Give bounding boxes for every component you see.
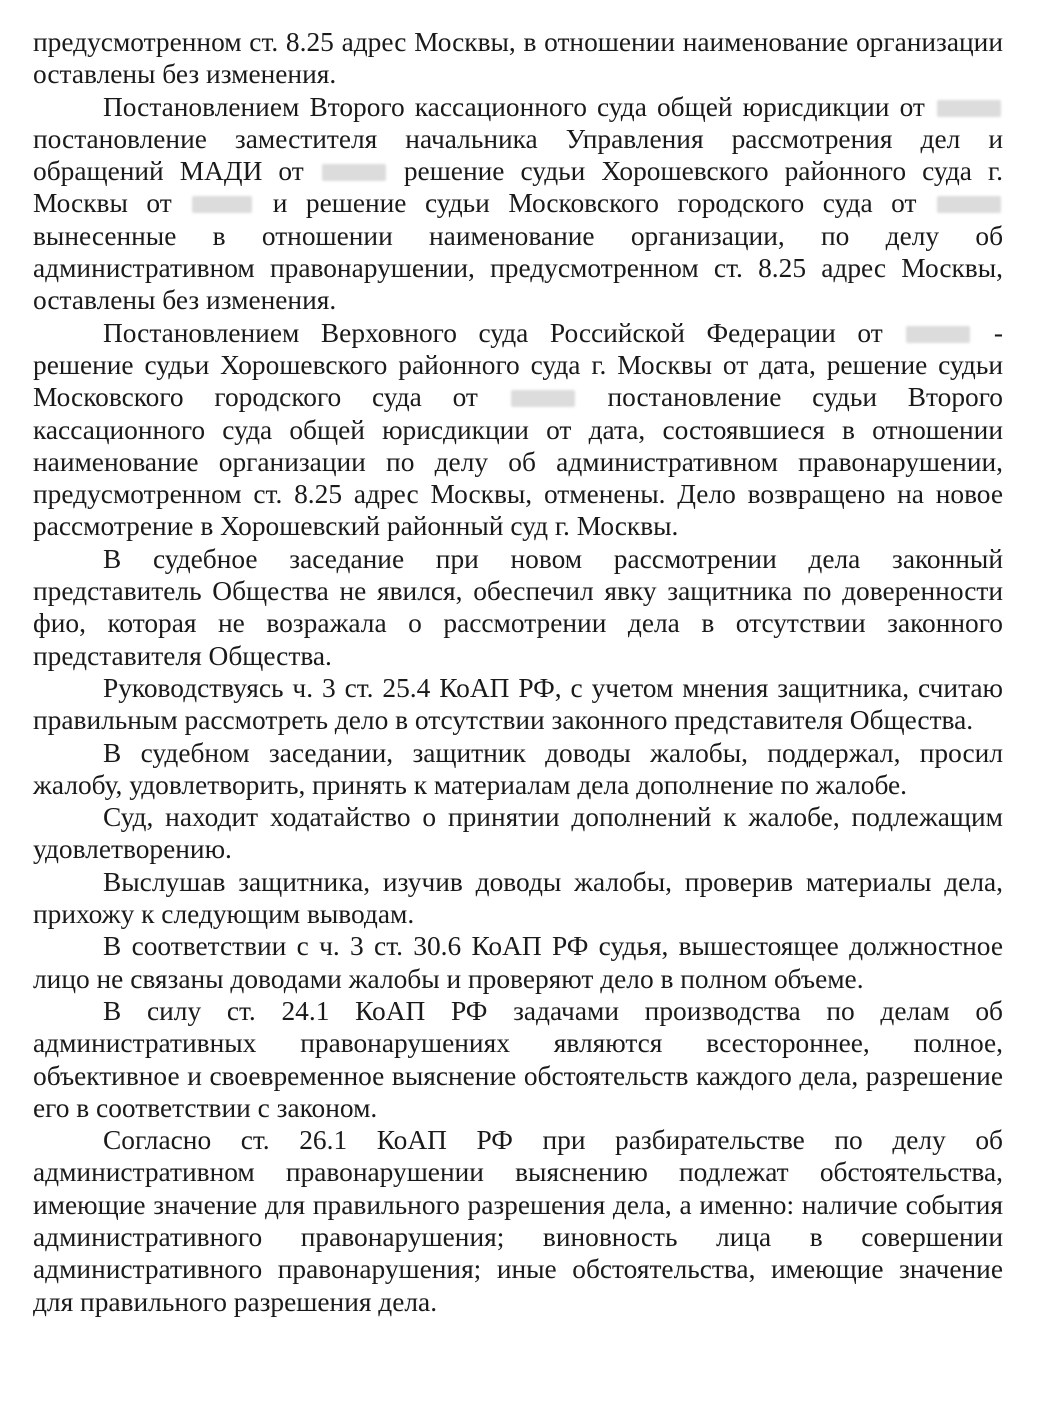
redacted-date-block [906, 326, 970, 343]
paragraph-2-text-3: решение судьи Хорошевского районного суда г. Москвы от [33, 156, 1004, 219]
paragraph-7: Суд, находит ходатайство о принятии дополнений к жалобе, подлежащим удовлетворению. [33, 802, 1003, 865]
paragraph-5: Руководствуясь ч. 3 ст. 25.4 КоАП РФ, с учетом мнения защитника, считаю правильным рассмотреть дело в отсутствии законного представителя Общества. [33, 672, 1003, 736]
paragraph-10: В силу ст. 24.1 КоАП РФ задачами производства по делам об административных правонарушениях являются всестороннее, полное, объективное и своевременное выяснение обстоятельств каждого дела, разрешение его в соответствии с законом. [33, 995, 1003, 1123]
paragraph-6: В судебном заседании, защитник доводы жалобы, поддержал, просил жалобу, удовлетворить, принять к материалам дела дополнение по жалобе. [33, 737, 1003, 800]
paragraph-3 [33, 317, 1003, 543]
paragraph-2-text-2: постановление заместителя начальника Управления рассмотрения дел и обращений МАДИ от [33, 123, 1003, 187]
paragraph-4: В судебное заседание при новом рассмотрении дела законный представитель Общества не явился, обеспечил явку защитника по доверенности фио, которая не возражала о рассмотрении дела в отсутствии законного представителя Общества. [33, 543, 1003, 671]
paragraph-2-text-1: Постановлением Второго кассационного суда общей юрисдикции от [103, 91, 925, 122]
paragraph-2-text-4: и решение судьи Московского городского суда от [272, 188, 917, 219]
paragraph-3-text-1: Постановлением Верховного суда Российской Федерации от [103, 317, 883, 348]
paragraph-1-text: предусмотренном ст. 8.25 адрес Москвы, в отношении наименование организации оставлены без изменения. [33, 27, 1003, 90]
paragraph-2 [33, 91, 1003, 317]
redacted-date-block [322, 164, 386, 181]
redacted-date-block [937, 196, 1001, 213]
paragraph-8: Выслушав защитника, изучив доводы жалобы, проверив материалы дела, прихожу к следующим выводам. [33, 866, 1003, 930]
document-page [33, 26, 1003, 1318]
paragraph-3-text-2: - решение судьи Хорошевского районного суда г. Москвы от дата, решение судьи Московского городского суда от [33, 317, 1003, 413]
paragraph-3-text-3: постановление судьи Второго кассационного суда общей юрисдикции от дата, состоявшиеся в отношении наименование организации по делу об административном правонарушении, предусмотренном ст. 8.25 адрес Москвы, отменены. Дело возвращено на новое рассмотрение в Хорошевский районный суд г. Москвы. [33, 382, 1003, 542]
paragraph-9: В соответствии с ч. 3 ст. 30.6 КоАП РФ судья, вышестоящее должностное лицо не связаны доводами жалобы и проверяют дело в полном объеме. [33, 931, 1003, 994]
redacted-date-block [192, 196, 252, 213]
paragraph-11: Согласно ст. 26.1 КоАП РФ при разбирательстве по делу об административном правонарушении выяснению подлежат обстоятельства, имеющие значение для правильного разрешения дела, а именно: наличие события административного правонарушения; виновность лица в совершении административного правонарушения; иные обстоятельства, имеющие значение для правильного разрешения дела. [33, 1125, 1003, 1317]
paragraph-2-text-5: вынесенные в отношении наименование организации, по делу об административном правонарушении, предусмотренном ст. 8.25 адрес Москвы, оставлены без изменения. [33, 220, 1003, 316]
redacted-date-block [511, 390, 575, 407]
paragraph-1 [33, 26, 1003, 91]
redacted-date-block [937, 100, 1001, 117]
